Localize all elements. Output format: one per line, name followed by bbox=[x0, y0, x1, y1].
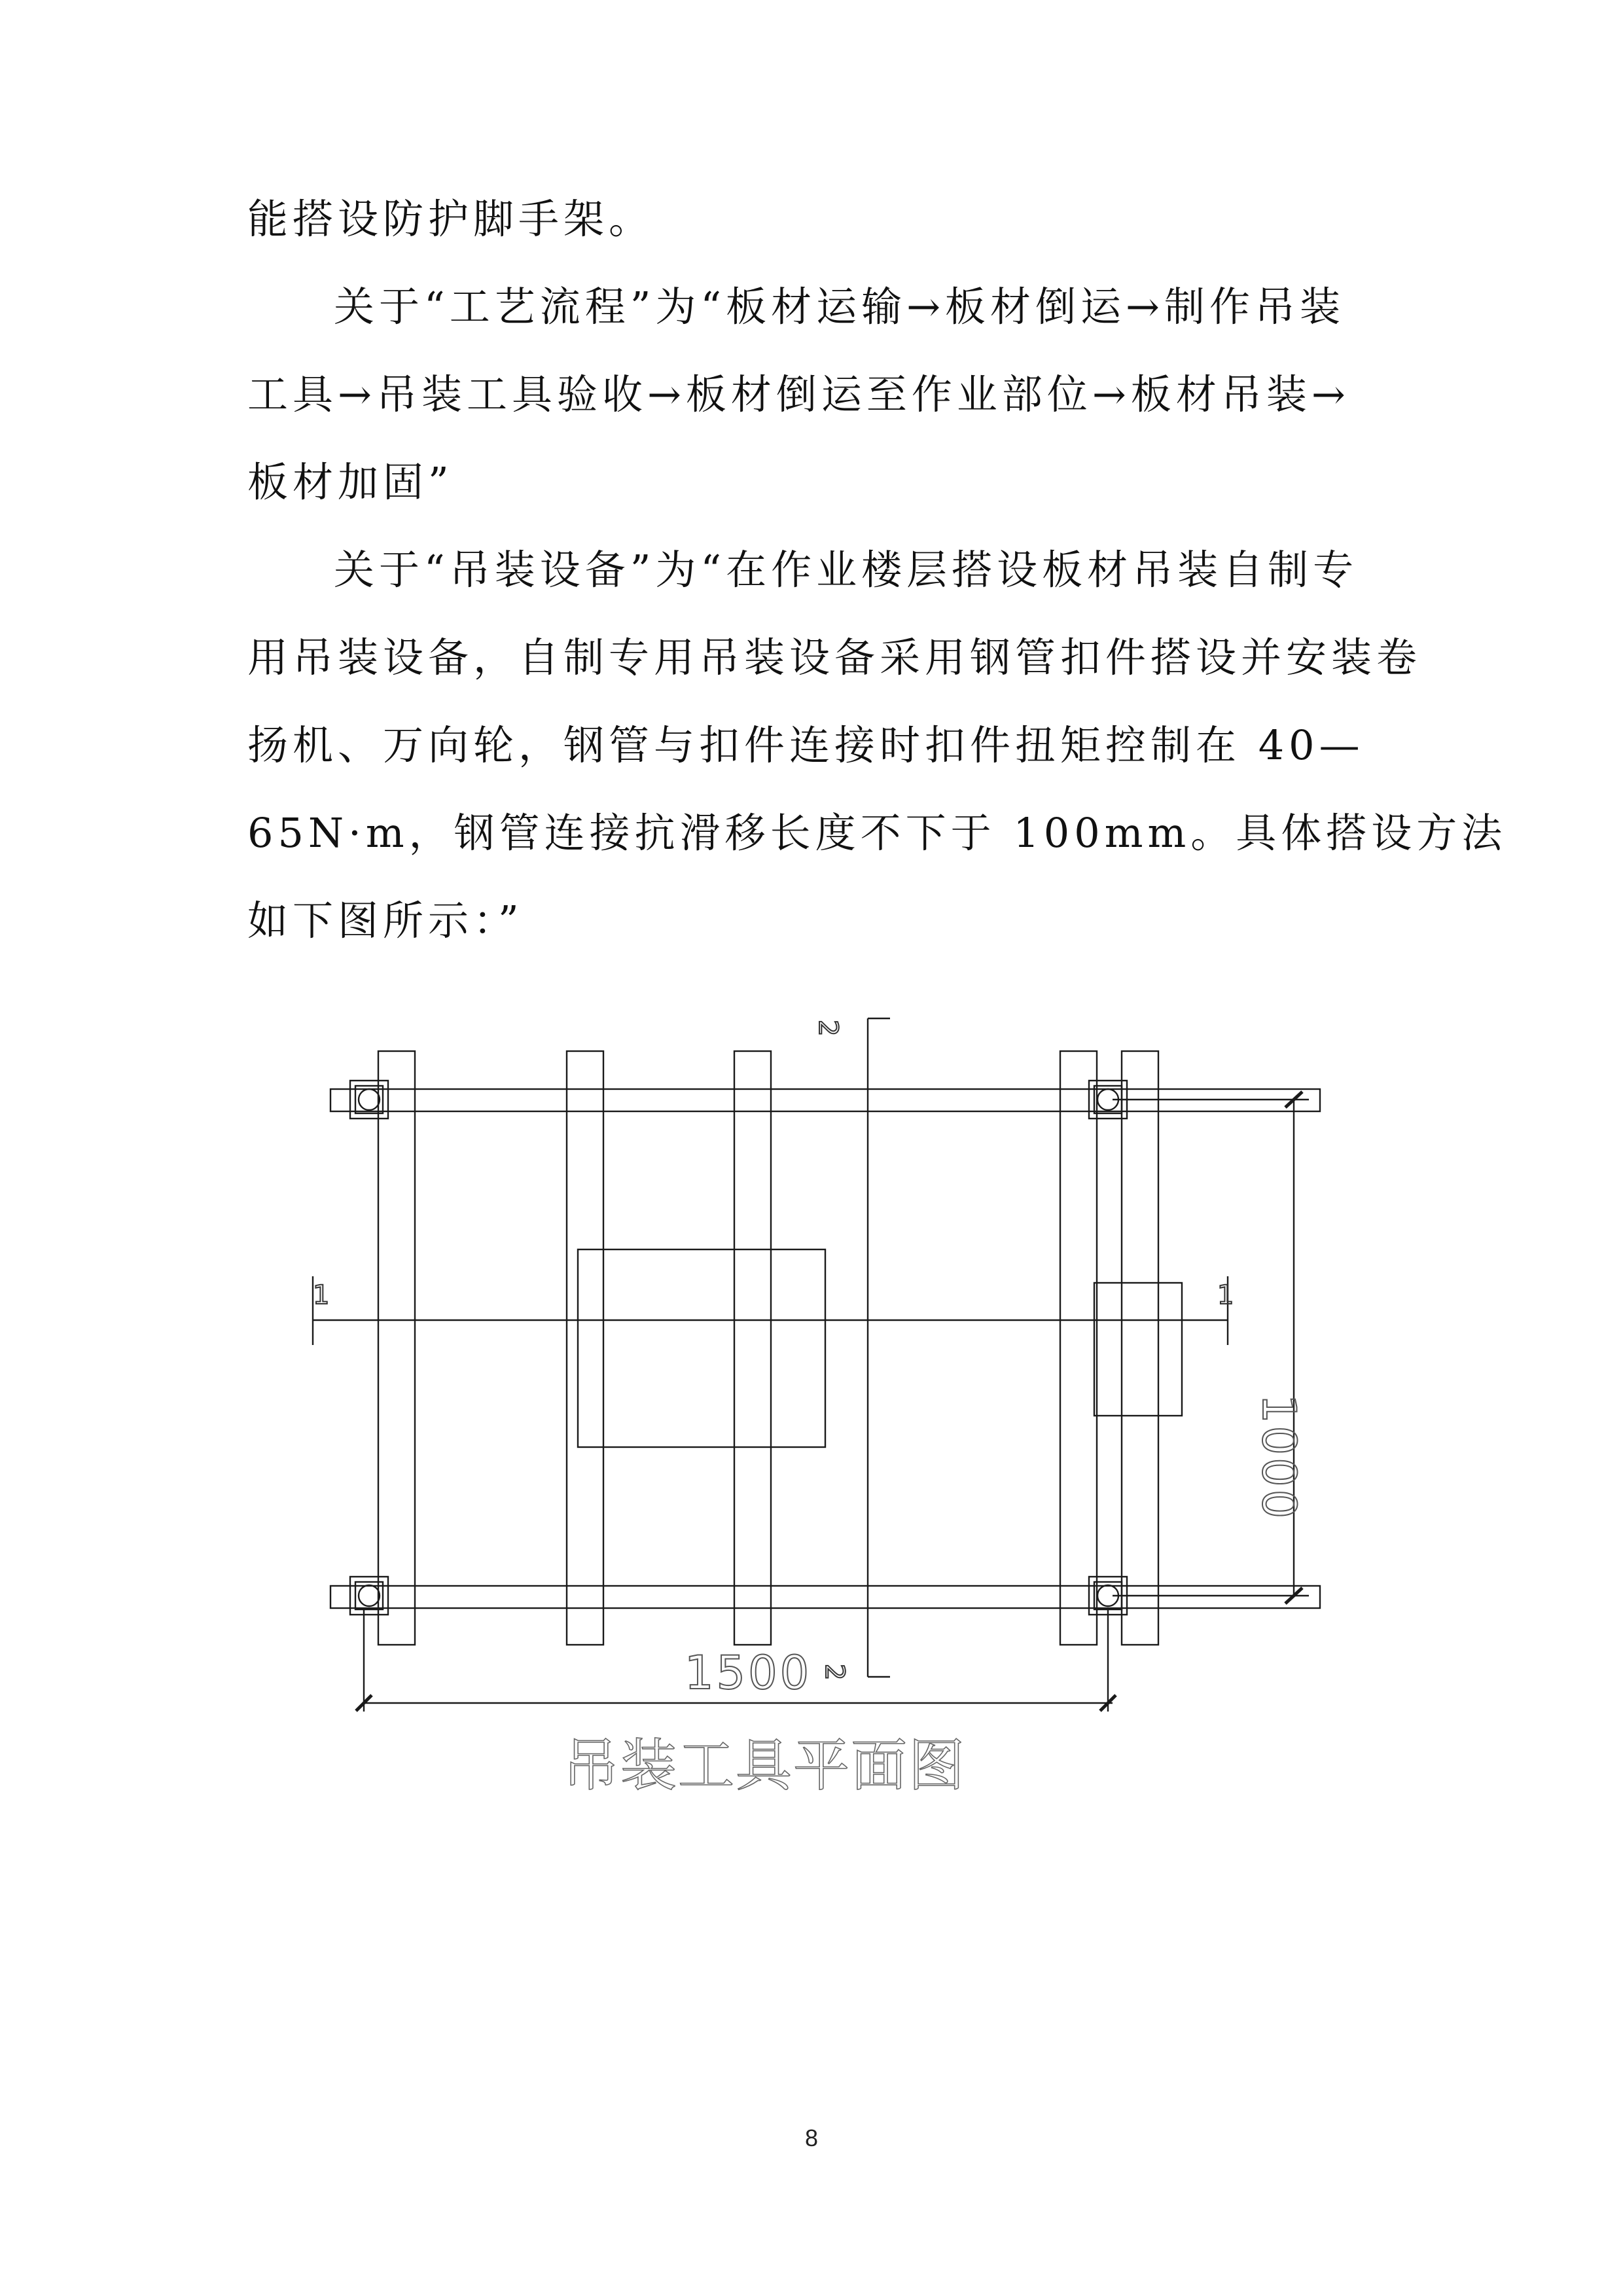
corner-clamp bbox=[350, 1081, 388, 1119]
wheel-block bbox=[1094, 1283, 1182, 1416]
section-mark-left: 1 bbox=[313, 1280, 330, 1310]
vertical-member-4 bbox=[1060, 1051, 1097, 1645]
corner-clamp bbox=[350, 1577, 388, 1615]
vertical-member-5 bbox=[1122, 1051, 1158, 1645]
text-line: 扬机、万向轮，钢管与扣件连接时扣件扭矩控制在 40— bbox=[247, 721, 1364, 769]
section-mark-bottom: 2 bbox=[819, 1664, 849, 1681]
text-line: 65N·m，钢管连接抗滑移长度不下于 100mm。具体搭设方法 bbox=[247, 809, 1507, 857]
horizontal-tube-bottom bbox=[330, 1586, 1320, 1608]
vertical-member-2 bbox=[567, 1051, 603, 1645]
section-mark-top: 2 bbox=[813, 1020, 843, 1037]
text-line: 关于“吊装设备”为“在作业楼层搭设板材吊装自制专 bbox=[334, 546, 1359, 594]
dimension-width-label: 1500 bbox=[685, 1646, 812, 1700]
section-mark-right: 1 bbox=[1217, 1280, 1234, 1310]
text-line: 用吊装设备，自制专用吊装设备采用钢管扣件搭设并安装卷 bbox=[247, 634, 1422, 681]
dimension-height-label: 1000 bbox=[1252, 1394, 1306, 1522]
text-line: 如下图所示：” bbox=[247, 897, 524, 944]
text-line: 关于“工艺流程”为“板材运输→板材倒运→制作吊装 bbox=[334, 283, 1345, 331]
text-line: 能搭设防护脚手架。 bbox=[247, 195, 654, 243]
text-line: 板材加固” bbox=[247, 458, 454, 506]
figure-caption: 吊装工具平面图 bbox=[563, 1733, 966, 1799]
page-number: 8 bbox=[804, 2125, 819, 2151]
vertical-member-1 bbox=[378, 1051, 415, 1645]
winch-block bbox=[578, 1249, 825, 1447]
vertical-member-3 bbox=[734, 1051, 771, 1645]
text-line: 工具→吊装工具验收→板材倒运至作业部位→板材吊装→ bbox=[247, 370, 1350, 418]
